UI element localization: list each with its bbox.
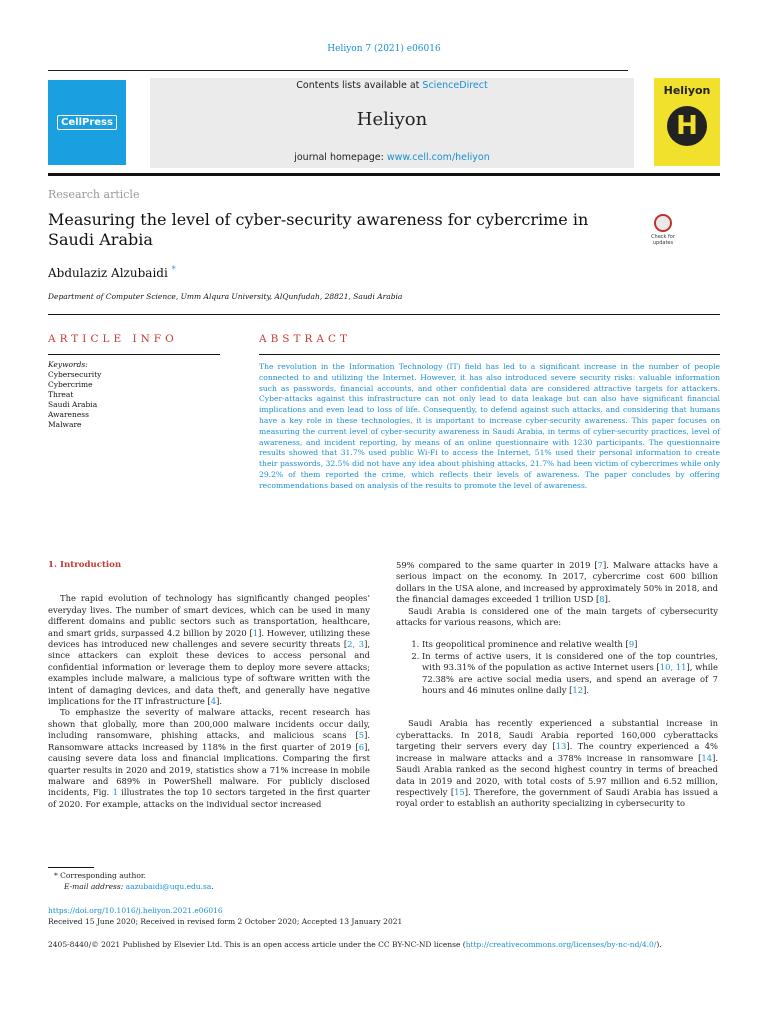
journal-citation[interactable]: Heliyon 7 (2021) e06016 <box>327 44 441 54</box>
keywords-block <box>48 360 101 430</box>
abstract-rule <box>259 354 720 355</box>
article-info-rule <box>48 354 220 355</box>
keyword: Threat <box>48 390 74 399</box>
body-column-right <box>396 560 718 810</box>
reference-link[interactable]: 5 <box>358 730 365 741</box>
keywords-label: Keywords: <box>48 360 88 369</box>
header-thick-rule <box>48 173 720 176</box>
keyword: Saudi Arabia <box>48 400 98 409</box>
reference-link[interactable]: 8 <box>599 594 605 605</box>
author-line <box>48 265 176 280</box>
license-link[interactable]: http://creativecommons.org/licenses/by-nc-nd/4.0/ <box>465 940 657 949</box>
keyword: Malware <box>48 420 82 429</box>
sciencedirect-link[interactable]: ScienceDirect <box>422 80 488 91</box>
corresponding-mark[interactable]: * <box>171 265 176 274</box>
keyword: Cybersecurity <box>48 370 102 379</box>
footnote: * Corresponding author. E-mail address: aazubaidi@uqu.edu.sa. <box>54 871 214 891</box>
reference-link[interactable]: 2, 3 <box>347 639 365 650</box>
footer-info <box>48 905 402 927</box>
cover-h-icon: H <box>667 106 707 146</box>
reference-link[interactable]: 9 <box>628 639 635 650</box>
footnote-marker: * <box>54 871 58 880</box>
received-dates: Received 15 June 2020; Received in revised form 2 October 2020; Accepted 13 January 2021 <box>48 917 403 926</box>
affiliation: Department of Computer Science, Umm Alqura University, AlQunfudah, 28821, Saudi Arabia <box>48 292 403 301</box>
author-name: Abdulaziz Alzubaidi <box>48 266 168 280</box>
paragraph: To emphasize the severity of malware attacks, recent research has shown that globally, more than 200,000 malware incidents occur daily, including ransomware, phishing attacks, and malicious scans [5]. Ransomware attacks increased by 118% in the first quarter of 2019 [6], causing severe data loss and financial implications. Comparing the first quarter results in 2020 and 2019, statistics show a 71% increase in mobile malware and 689% in PowerShell malware. For publicly disclosed incidents, Fig. 1 illustrates the top 10 sectors targeted in the first quarter of 2020. For example, attacks on the individual sector increased <box>48 707 370 809</box>
license-line: 2405-8440/© 2021 Published by Elsevier Ltd. This is an open access article under the CC BY-NC-ND license (http://creativecommons.org/licenses/by-nc-nd/4.0/). <box>48 940 662 949</box>
keyword: Cybercrime <box>48 380 93 389</box>
reference-link[interactable]: 4 <box>210 696 217 707</box>
contents-prefix: Contents lists available at <box>296 80 423 91</box>
list-item: 1. Its geopolitical prominence and relative wealth [9] <box>422 639 718 650</box>
article-type: Research article <box>48 188 140 201</box>
footnote-rule <box>48 867 94 868</box>
paragraph: 59% compared to the same quarter in 2019 [7]. Malware attacks have a serious impact on the economy. In 2017, cybercrime cost 600 billion dollars in the USA alone, and increased by approximately 50% in 2018, and the financial damages exceeded 1 trillion USD [8]. <box>396 560 718 605</box>
crossmark-icon <box>654 214 672 232</box>
email-label: E-mail address: <box>64 882 126 891</box>
corresponding-author-note: Corresponding author. <box>60 871 147 880</box>
crossmark-label: Check for updates <box>651 234 675 246</box>
reference-link[interactable]: 7 <box>597 560 604 570</box>
header-rule <box>48 70 628 71</box>
reference-link[interactable]: 6 <box>358 741 365 752</box>
cellpress-logo-text: CellPress <box>57 115 117 130</box>
paragraph: The rapid evolution of technology has significantly changed peoples’ everyday lives. The number of smart devices, which can be used in many different domains and public sectors such as transportation, healthcare, and smart grids, surpassed 4.2 billion by 2020 [1]. However, utilizing these devices has introduced new challenges and severe security threats [2, 3], since attackers can exploit these devices to access personal and confidential information or leverage them to deploy more severe attacks; examples include malware, a malicious type of software written with the intent of damaging devices, and data theft, and generally have negative implications for the IT infrastructure [4]. <box>48 593 370 707</box>
keyword: Awareness <box>48 410 89 419</box>
doi-link[interactable]: https://doi.org/10.1016/j.heliyon.2021.e06016 <box>48 906 223 915</box>
reference-link[interactable]: 10, 11 <box>659 662 687 673</box>
article-info-heading: ARTICLE INFO <box>48 333 178 345</box>
paragraph: Saudi Arabia is considered one of the main targets of cybersecurity attacks for various reasons, which are: <box>396 605 718 628</box>
reasons-list <box>396 639 718 696</box>
homepage-line <box>150 152 634 163</box>
list-item: 2. In terms of active users, it is considered one of the top countries, with 93.31% of the population as active Internet users [10, 11], while 72.38% are active social media users, and spend an average of 7 hours and 46 minutes online daily [12]. <box>422 651 718 697</box>
journal-cover[interactable] <box>654 78 720 166</box>
cover-title: Heliyon <box>663 84 711 97</box>
homepage-prefix: journal homepage: <box>294 152 387 163</box>
cellpress-logo[interactable] <box>48 80 126 165</box>
body-column-left <box>48 560 370 810</box>
email-link[interactable]: aazubaidi@uqu.edu.sa <box>125 882 212 891</box>
abstract-text: The revolution in the Information Technology (IT) field has led to a significant increase in the number of people connected to and utilizing the Internet. However, it has also introduced severe security risks: valuable information such as passwords, financial accounts, and other confidential data are considered attractive targets for attackers. Cyber-attacks against this infrastructure can not only lead to data leakage but can also have significant financial implications and even lead to loss of life. Consequently, to defend against such attacks, and considering that humans have a key role in these technologies, it is important to increase cyber-security awareness. This paper focuses on measuring the current level of cyber-security awareness in Saudi Arabia, in terms of cyber-security practices, level of awareness, and incident reporting, by means of an online questionnaire with 1230 participants. The questionnaire results showed that 31.7% used public Wi-Fi to access the Internet, 51% used their personal information to create their passwords, 32.5% did not have any idea about phishing attacks, 21.7% had been victim of cybercrimes while only 29.2% of them reported the crime, which reflects their levels of awareness. The paper concludes by offering recommendations based on analysis of the results to promote the level of awareness. <box>259 362 720 490</box>
paragraph: Saudi Arabia has recently experienced a substantial increase in cyberattacks. In 2018, Saudi Arabia reported 160,000 cyberattacks targeting their servers every day [13]. The country experienced a 4% increase in malware attacks and a 378% increase in ransomware [14]. Saudi Arabia ranked as the second highest country in terms of breached data in 2019 and 2020, with total costs of 5.97 million and 6.52 million, respectively [15]. Therefore, the government of Saudi Arabia has issued a royal order to establish an authority specializing in cybersecurity to <box>396 718 718 809</box>
section-heading-introduction: 1. Introduction <box>48 560 122 570</box>
homepage-link[interactable]: www.cell.com/heliyon <box>386 152 490 163</box>
figure-link[interactable]: 1 <box>112 787 118 798</box>
reference-link[interactable]: 15 <box>454 786 465 797</box>
section-rule <box>48 314 720 315</box>
journal-title: Heliyon <box>356 109 428 130</box>
reference-link[interactable]: 1 <box>252 627 259 638</box>
abstract-heading: ABSTRACT <box>259 333 352 345</box>
reference-link[interactable]: 14 <box>701 752 713 763</box>
check-for-updates-badge[interactable] <box>648 214 678 250</box>
reference-link[interactable]: 13 <box>555 741 567 752</box>
reference-link[interactable]: 12 <box>572 685 584 696</box>
contents-line <box>150 80 634 91</box>
article-title: Measuring the level of cyber-security awareness for cybercrime in Saudi Arabia <box>48 210 589 249</box>
